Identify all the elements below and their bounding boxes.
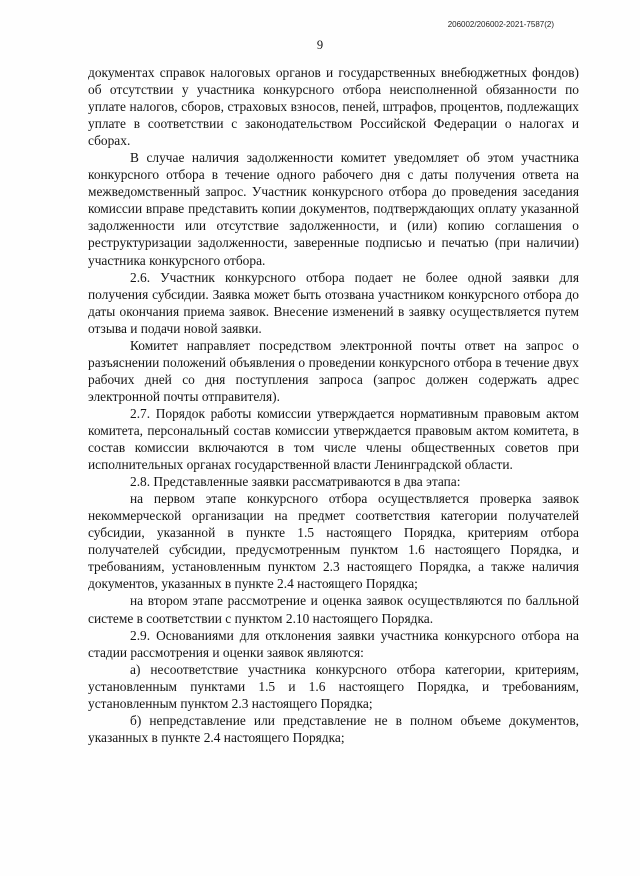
paragraph-item-b: б) непредставление или представление не в полном объеме документов, указанных в пункте 2.4 настоящего Порядка;	[88, 712, 579, 745]
paragraph-second-stage: на втором этапе рассмотрение и оценка заявок осуществляются по балльной системе в соответствии с пунктом 2.10 настоящего Порядка.	[88, 593, 579, 626]
document-body	[88, 64, 579, 746]
document-number: 206002/206002-2021-7587(2)	[447, 20, 554, 29]
page-number: 9	[316, 38, 324, 52]
paragraph-debt-notification: В случае наличия задолженности комитет уведомляет об этом участника конкурсного отбора в течение одного рабочего дня с даты получения ответа на межведомственный запрос. Участник конкурсного отбора до проведения заседания комиссии вправе представить копии документов, подтверждающих оплату указанной задолженности или отсутствие задолженности, и (или) копию соглашения о реструктуризации задолженности, заверенные подписью и печатью (при наличии) участника конкурсного отбора.	[88, 150, 579, 268]
paragraph-email-response: Комитет направляет посредством электронной почты ответ на запрос о разъяснении положений объявления о проведении конкурсного отбора в течение двух рабочих дней со дня поступления запроса (запрос должен содержать адрес электронной почты отправителя).	[88, 337, 579, 404]
paragraph-2-6: 2.6. Участник конкурсного отбора подает не более одной заявки для получения субсидии. Заявка может быть отозвана участником конкурсного отбора до даты окончания приема заявок. Внесение изменений в заявку осуществляется путем отзыва и подачи новой заявки.	[88, 269, 579, 336]
paragraph-item-a: а) несоответствие участника конкурсного отбора категории, критериям, установленным пунктами 1.5 и 1.6 настоящего Порядка, и требованиям, установленным пунктом 2.3 настоящего Порядка;	[88, 661, 579, 711]
paragraph-tax-certificates: документах справок налоговых органов и государственных внебюджетных фондов) об отсутствии у участника конкурсного отбора неисполненной обязанности по уплате налогов, сборов, страховых взносов, пеней, штрафов, процентов, подлежащих уплате в соответствии с законодательством Российской Федерации о налогах и сборах.	[88, 65, 579, 149]
paragraph-2-8: 2.8. Представленные заявки рассматриваются в два этапа:	[130, 474, 461, 490]
paragraph-2-7: 2.7. Порядок работы комиссии утверждается нормативным правовым актом комитета, персональный состав комиссии утверждается правовым актом комитета, в состав комиссии включаются в том числе члены общественных советов при исполнительных органах государственной власти Ленинградской области.	[88, 405, 579, 473]
paragraph-first-stage: на первом этапе конкурсного отбора осуществляется проверка заявок некоммерческой организации на предмет соответствия категории получателей субсидии, указанной в пункте 1.5 настоящего Порядка, критериям отбора получателей субсидии, предусмотренным пунктом 1.6 настоящего Порядка, и требованиям, установленным пунктом 2.3 настоящего Порядка, а также наличия документов, указанных в пункте 2.4 настоящего Порядка;	[88, 491, 579, 592]
paragraph-2-9: 2.9. Основаниями для отклонения заявки участника конкурсного отбора на стадии рассмотрения и оценки заявок являются:	[88, 627, 579, 660]
